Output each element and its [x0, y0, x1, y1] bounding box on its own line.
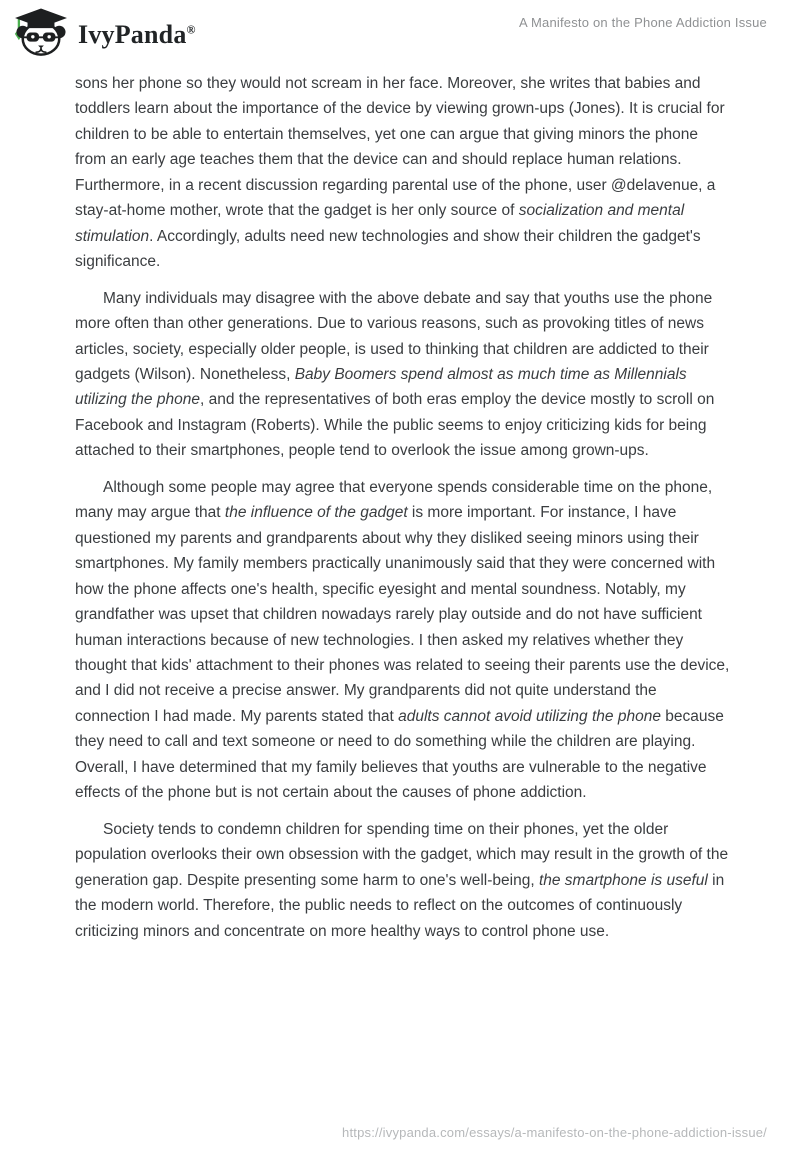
registered-mark: ®: [186, 22, 196, 37]
essay-text-italic: the influence of the gadget: [224, 504, 408, 522]
essay-text-italic: Baby Boomers spend almost as much time as Millennials utilizing the phone: [75, 365, 687, 409]
essay-body: [75, 71, 730, 955]
mortarboard: [15, 8, 67, 27]
essay-paragraph: [75, 475, 730, 806]
source-url-link[interactable]: https://ivypanda.com/essays/a-manifesto-on-the-phone-addiction-issue/: [342, 1125, 767, 1140]
essay-text: Although some people may agree that everyone spends considerable time on the phone, many may argue that: [75, 478, 713, 522]
essay-paragraph: [75, 71, 730, 275]
essay-text: , and the representatives of both eras employ the device mostly to scroll on Facebook and Instagram (Roberts). While the public seems to enjoy criticizing kids for being attached to their smartphones, people tend to overlook the issue among grown-ups.: [75, 391, 715, 460]
essay-text: is more important. For instance, I have questioned my parents and grandparents about why they disliked seeing minors using their smartphones. My family members practically unanimously said that they were concerned with how the phone affects one's health, specific eyesight and mental soundness. Notably, my grandfather was upset that children nowadays rarely play outside and do not have sufficient human interactions because of new technologies. I then asked my relatives whether they thought that kids' attachment to their phones was related to seeing their parents use the device, and I did not receive a precise answer. My grandparents did not quite understand the connection I had made. My parents stated that: [75, 504, 730, 725]
ivypanda-panda-logo-icon: [12, 7, 70, 57]
essay-text: because they need to call and text someone or need to do something while the children are playing. Overall, I have determined that my family believes that youths are vulnerable to the negative effects of the phone but is not certain about the causes of phone addiction.: [75, 707, 724, 802]
essay-text: Society tends to condemn children for spending time on their phones, yet the older population overlooks their own obsession with the gadget, which may result in the growth of the generation gap. Despite presenting some harm to one's well-being,: [75, 820, 729, 889]
essay-text: sons her phone so they would not scream in her face. Moreover, she writes that babies and toddlers learn about the importance of the device by viewing grown-ups (Jones). It is crucial for children to be able to entertain themselves, yet one can argue that giving minors the phone from an early age teaches them that the device can and should replace human relations. Furthermore, in a recent discussion regarding parental use of the phone, user @delavenue, a stay-at-home mother, wrote that the gadget is her only source of: [75, 75, 725, 220]
essay-text: Many individuals may disagree with the above debate and say that youths use the phone more often than other generations. Due to various reasons, such as provoking titles of news articles, society, especially older people, is used to thinking that children are addicted to their gadgets (Wilson). Nonetheless,: [75, 289, 713, 383]
page-header: [0, 0, 800, 66]
essay-text-italic: socialization and mental stimulation: [75, 202, 685, 245]
brand: [12, 7, 196, 57]
panda-eye-right: [47, 35, 50, 38]
essay-paragraph: [75, 817, 730, 944]
page-footer: [342, 1124, 767, 1142]
brand-name: IvyPanda®: [78, 20, 196, 49]
document-title: A Manifesto on the Phone Addiction Issue: [519, 15, 767, 30]
essay-text: . Accordingly, adults need new technologies and show their children the gadget's significance.: [75, 227, 701, 271]
essay-text-italic: adults cannot avoid utilizing the phone: [398, 707, 661, 725]
essay-text-italic: the smartphone is useful: [538, 871, 708, 889]
essay-text: in the modern world. Therefore, the public needs to reflect on the outcomes of continuously criticizing minors and concentrate on more healthy ways to control phone use.: [75, 871, 725, 940]
essay-paragraph: [75, 286, 730, 464]
panda-eye-left: [31, 35, 34, 38]
